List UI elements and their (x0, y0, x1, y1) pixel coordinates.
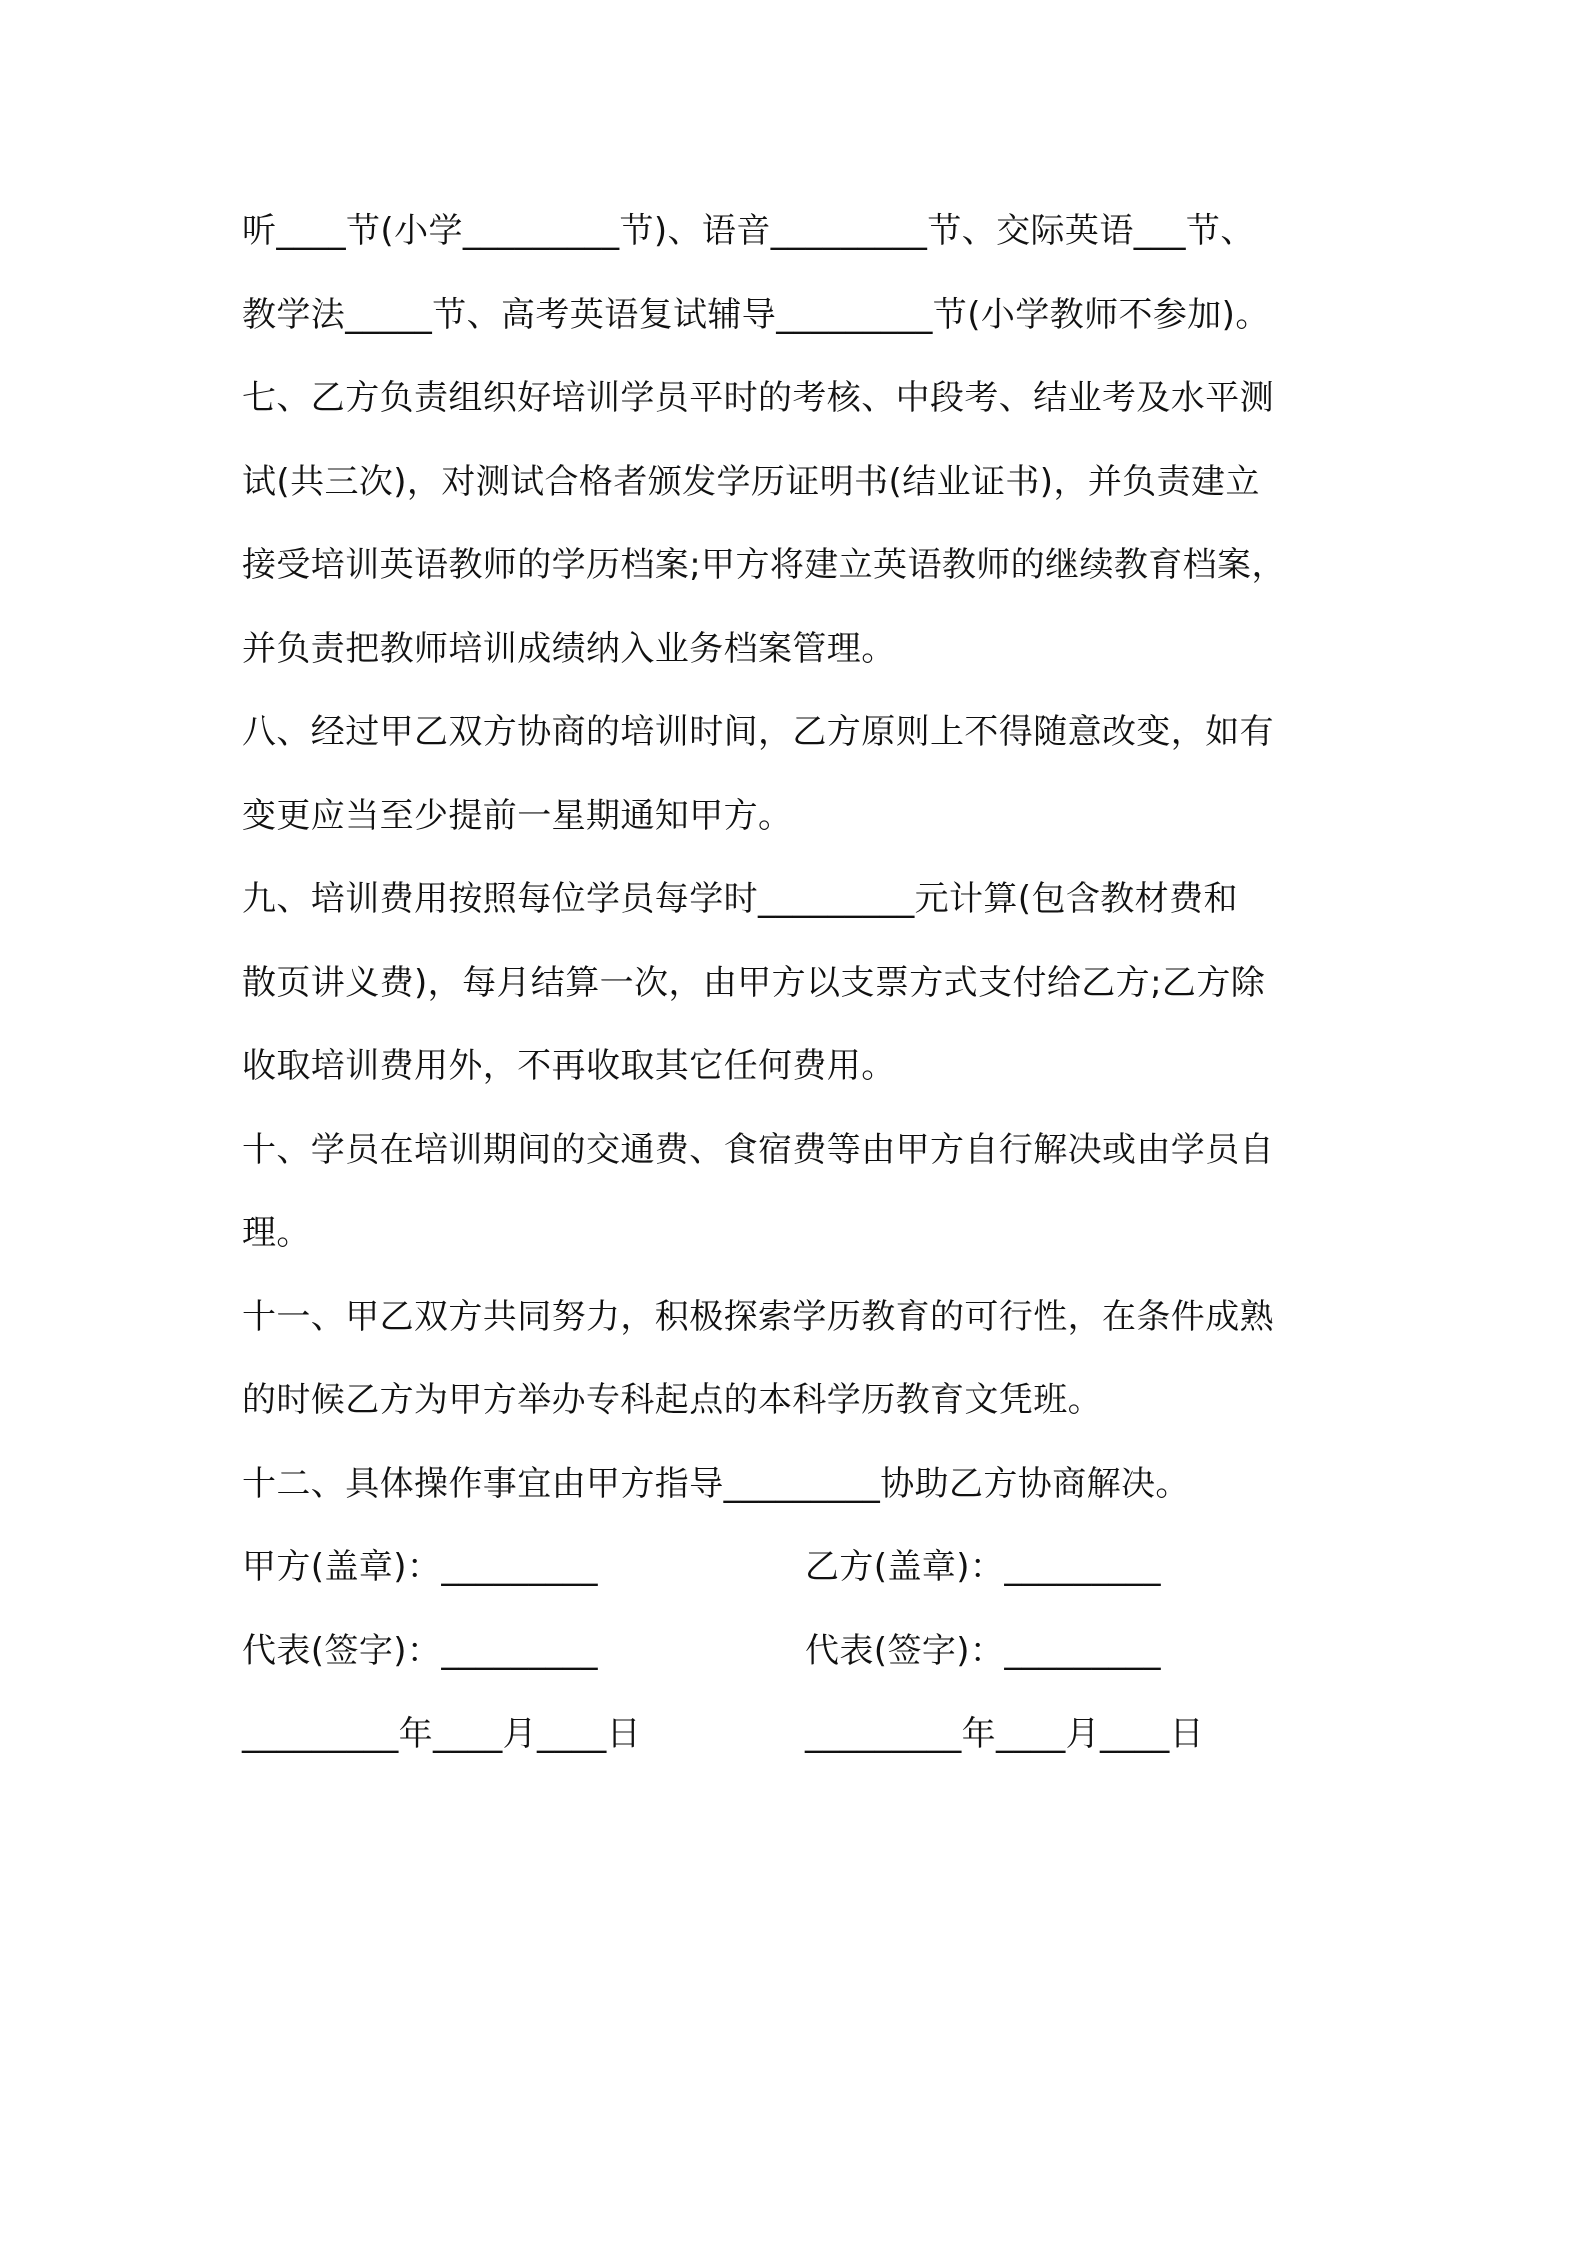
party-b-seal-field: 乙方(盖章)：_________ (805, 1547, 1161, 1587)
clause-11-line-1: 十一、甲乙双方共同努力，积极探索学历教育的可行性，在条件成熟 (242, 1296, 1274, 1337)
clause-9-line-3: 收取培训费用外，不再收取其它任何费用。 (242, 1046, 896, 1086)
clause-10-line-2: 理。 (242, 1213, 311, 1253)
clause-11-line-2: 的时候乙方为甲方举办专科起点的本科学历教育文凭班。 (242, 1380, 1102, 1420)
text-line-1: 听____节(小学_________节)、语音_________节、交际英语___节、 (242, 211, 1255, 251)
party-a-date-field: _________年____月____日 (242, 1714, 641, 1754)
clause-10-line-1: 十、学员在培训期间的交通费、食宿费等由甲方自行解决或由学员自 (242, 1129, 1274, 1170)
signature-seal-row (242, 1526, 1362, 1610)
clause-9-line-1: 九、培训费用按照每位学员每学时_________元计算(包含教材费和 (242, 879, 1238, 919)
clause-9-line-2: 散页讲义费)，每月结算一次，由甲方以支票方式支付给乙方;乙方除 (242, 962, 1266, 1003)
clause-7-line-1: 七、乙方负责组织好培训学员平时的考核、中段考、结业考及水平测 (242, 378, 1274, 418)
clause-7-line-2: 试(共三次)，对测试合格者颁发学历证明书(结业证书)，并负责建立 (242, 461, 1260, 502)
contract-body (242, 190, 1362, 1777)
party-b-date-field: _________年____月____日 (805, 1714, 1204, 1754)
party-a-seal-field: 甲方(盖章)：_________ (242, 1547, 598, 1587)
clause-8-line-2: 变更应当至少提前一星期通知甲方。 (242, 795, 793, 836)
party-a-rep-field: 代表(签字)：_________ (242, 1630, 598, 1671)
clause-7-line-4: 并负责把教师培训成绩纳入业务档案管理。 (242, 628, 896, 669)
text-line-2: 教学法_____节、高考英语复试辅导_________节(小学教师不参加)。 (242, 294, 1270, 335)
party-b-rep-field: 代表(签字)：_________ (805, 1630, 1161, 1671)
clause-12-line-1: 十二、具体操作事宜由甲方指导_________协助乙方协商解决。 (242, 1463, 1190, 1504)
clause-8-line-1: 八、经过甲乙双方协商的培训时间，乙方原则上不得随意改变，如有 (242, 712, 1274, 752)
clause-7-line-3: 接受培训英语教师的学历档案;甲方将建立英语教师的继续教育档案， (242, 545, 1286, 585)
signature-rep-row (242, 1610, 1362, 1694)
signature-date-row (242, 1693, 1362, 1777)
